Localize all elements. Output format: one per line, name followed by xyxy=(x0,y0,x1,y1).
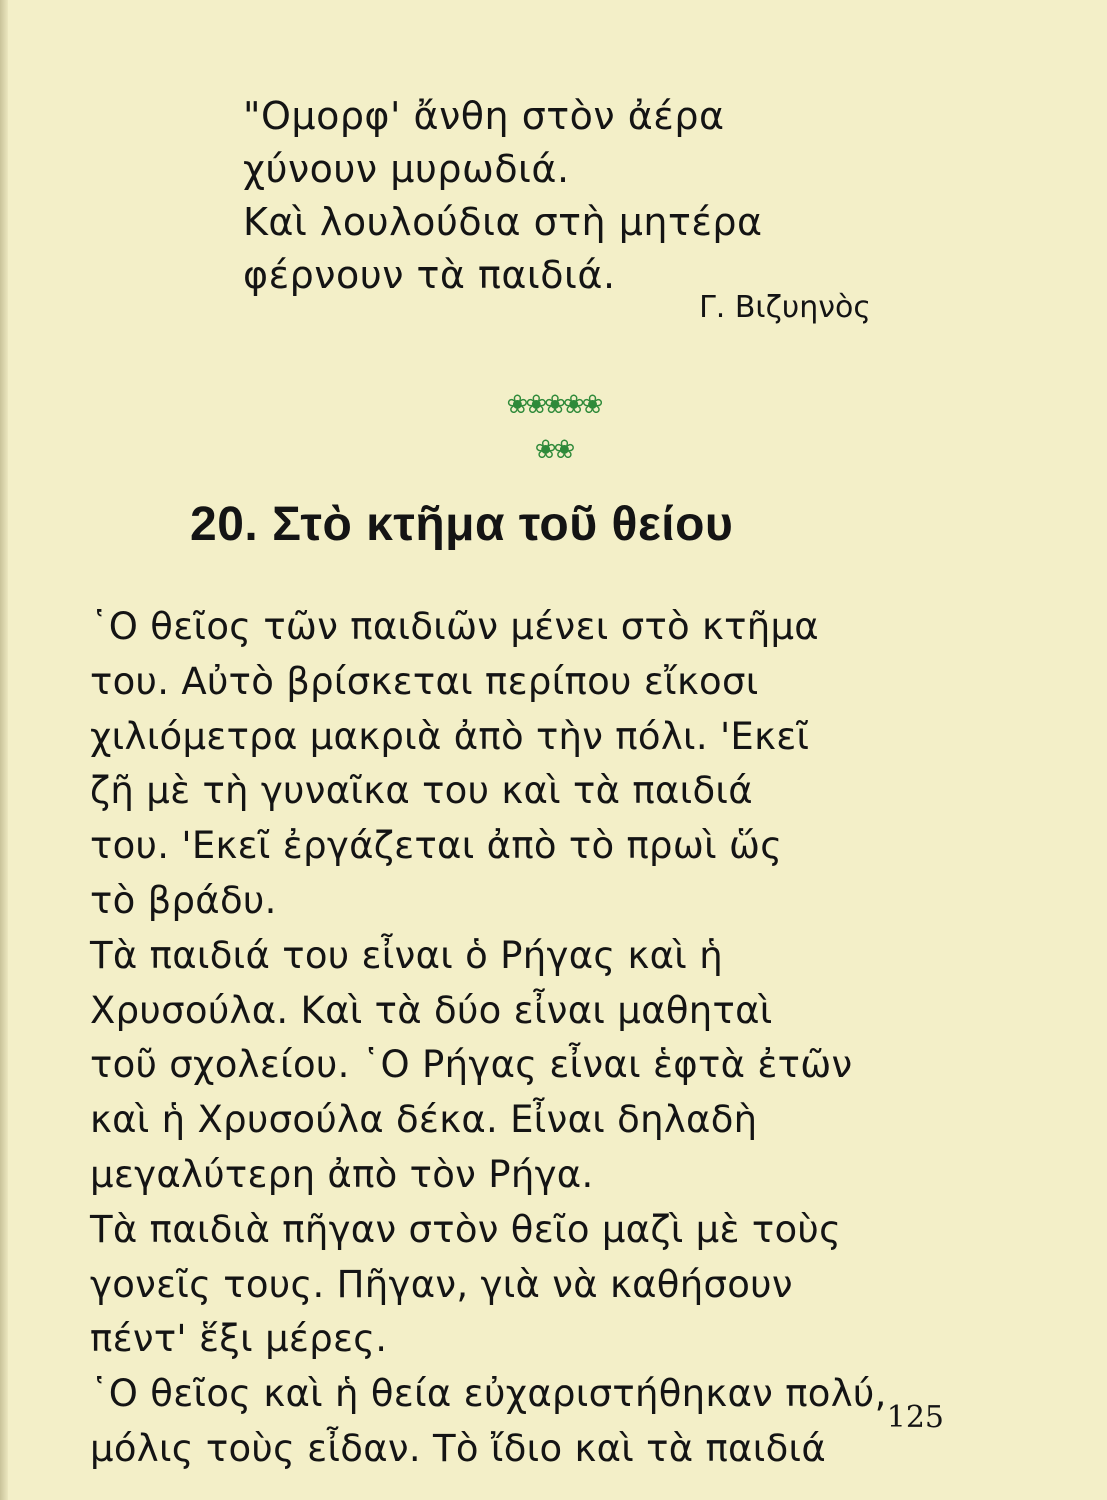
poem-line-1: "Ομορφ' ἄνθη στὸν ἀέρα xyxy=(243,94,725,138)
body-line: Χρυσούλα. Καὶ τὰ δύο εἶναι μαθηταὶ xyxy=(90,988,773,1032)
body-line: πέντ' ἕξι μέρες. xyxy=(90,1317,388,1361)
poem-line-3: Καὶ λουλούδια στὴ μητέρα xyxy=(243,200,763,244)
poem xyxy=(243,90,863,302)
body-line: τοῦ σχολείου. ῾Ο Ρήγας εἶναι ἑφτὰ ἐτῶν xyxy=(90,1043,853,1087)
poem-author: Γ. Βιζυηνὸς xyxy=(699,290,871,325)
poem-line-2: χύνουν μυρωδιά. xyxy=(243,147,570,191)
body-line: ζῆ μὲ τὴ γυναῖκα του καὶ τὰ παιδιά xyxy=(90,769,753,813)
body-line: Τὰ παιδιά του εἶναι ὁ Ρήγας καὶ ἡ xyxy=(90,933,723,977)
body-line: γονεῖς τους. Πῆγαν, γιὰ νὰ καθήσουν xyxy=(90,1262,793,1306)
flower-ornament-small-icon: ❀❀ xyxy=(534,435,573,465)
body-line: μεγαλύτερη ἀπὸ τὸν Ρήγα. xyxy=(90,1152,594,1196)
page-number: 125 xyxy=(886,1400,944,1435)
poem-line-4: φέρνουν τὰ παιδιά. xyxy=(243,253,616,297)
body-line: ῾Ο θεῖος τῶν παιδιῶν μένει στὸ κτῆμα xyxy=(90,605,819,648)
body-line: του. Αὐτὸ βρίσκεται περίπου εἴκοσι xyxy=(90,659,759,703)
page-edge xyxy=(0,0,8,1500)
body-line: χιλιόμετρα μακριὰ ἀπὸ τὴν πόλι. 'Εκεῖ xyxy=(90,714,810,758)
body-line: μόλις τοὺς εἶδαν. Τὸ ἴδιο καὶ τὰ παιδιά xyxy=(90,1426,827,1470)
body-line: Τὰ παιδιὰ πῆγαν στὸν θεῖο μαζὶ μὲ τοὺς xyxy=(90,1207,842,1251)
chapter-body xyxy=(90,600,950,1477)
flower-ornament-icon: ❀❀❀❀❀ xyxy=(506,390,601,420)
body-line: του. 'Εκεῖ ἐργάζεται ἀπὸ τὸ πρωὶ ὥς xyxy=(90,824,783,868)
body-line: καὶ ἡ Χρυσούλα δέκα. Εἶναι δηλαδὴ xyxy=(90,1098,758,1142)
body-line: ῾Ο θεῖος καὶ ἡ θεία εὐχαριστήθηκαν πολύ, xyxy=(90,1372,887,1416)
chapter-title: 20. Στὸ κτῆμα τοῦ θείου xyxy=(190,498,734,551)
body-line: τὸ βράδυ. xyxy=(90,878,277,922)
